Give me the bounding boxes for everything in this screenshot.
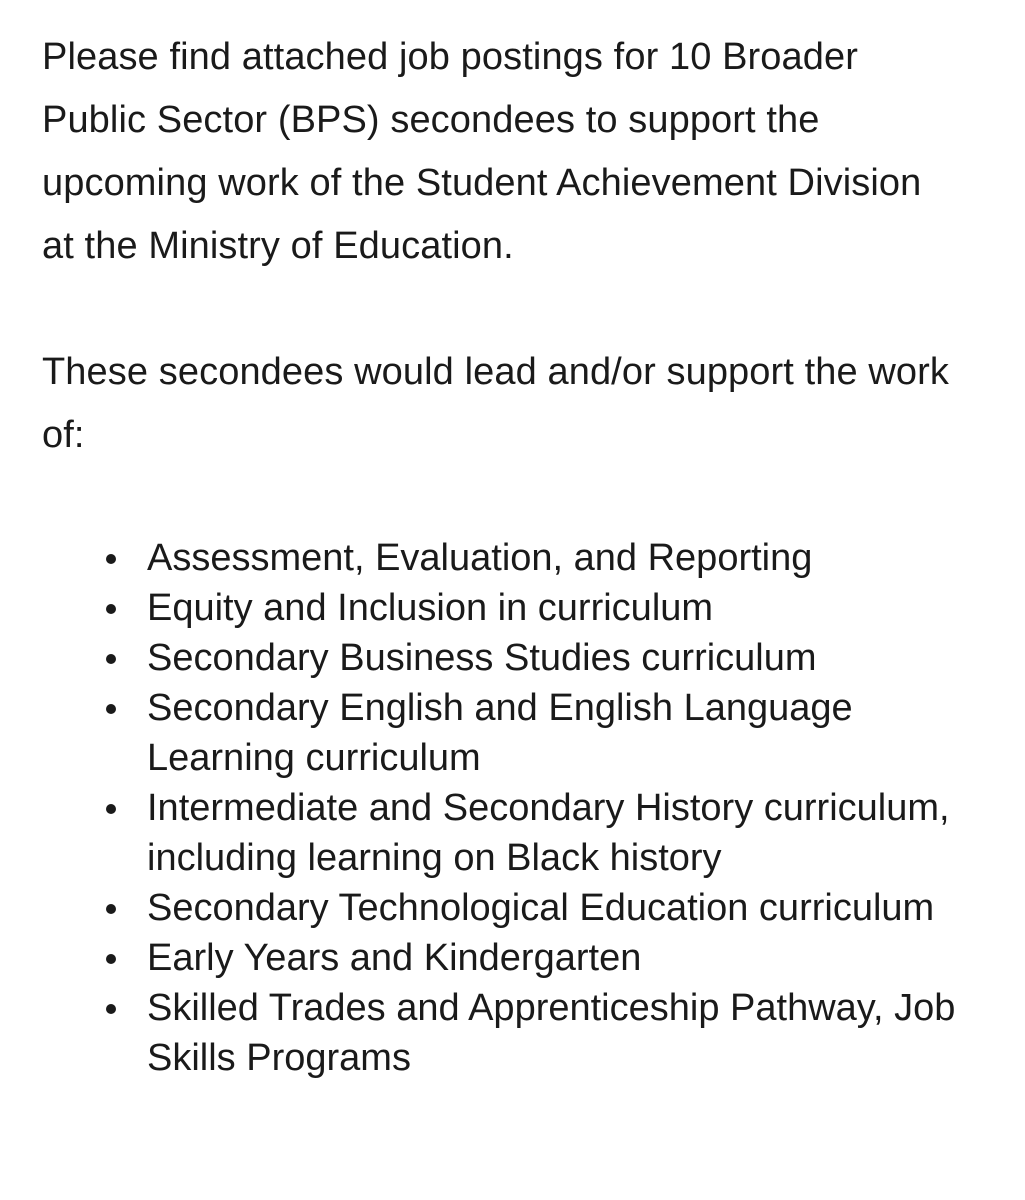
email-body — [42, 26, 1002, 1083]
bullet-icon — [106, 1004, 116, 1014]
bullet-icon — [106, 704, 116, 714]
list-item-text: Skilled Trades and Apprenticeship Pathway, Job Skills Programs — [147, 987, 956, 1079]
list-item — [42, 883, 977, 933]
list-item — [42, 783, 977, 883]
list-item — [42, 933, 977, 983]
list-item — [42, 683, 977, 783]
list-item-text: Equity and Inclusion in curriculum — [147, 587, 714, 629]
list-item-text: Secondary Technological Education curriculum — [147, 887, 935, 929]
list-item-text: Assessment, Evaluation, and Reporting — [147, 537, 813, 579]
bullet-icon — [106, 804, 116, 814]
list-item-text: Secondary English and English Language Learning curriculum — [147, 687, 853, 779]
bullet-icon — [106, 954, 116, 964]
list-item-text: Early Years and Kindergarten — [147, 937, 642, 979]
bullet-icon — [106, 654, 116, 664]
list-item — [42, 533, 977, 583]
list-item — [42, 633, 977, 683]
lead-paragraph: These secondees would lead and/or support the work of: — [42, 351, 949, 456]
work-areas-list — [42, 533, 1002, 1083]
bullet-icon — [106, 604, 116, 614]
intro-paragraph: Please find attached job postings for 10 Broader Public Sector (BPS) secondees to support the upcoming work of the Student Achievement Division at the Ministry of Education. — [42, 36, 922, 267]
bullet-icon — [106, 904, 116, 914]
list-item — [42, 983, 977, 1083]
list-item-text: Secondary Business Studies curriculum — [147, 637, 817, 679]
bullet-icon — [106, 554, 116, 564]
list-item-text: Intermediate and Secondary History curriculum, including learning on Black history — [147, 787, 950, 879]
list-item — [42, 583, 977, 633]
